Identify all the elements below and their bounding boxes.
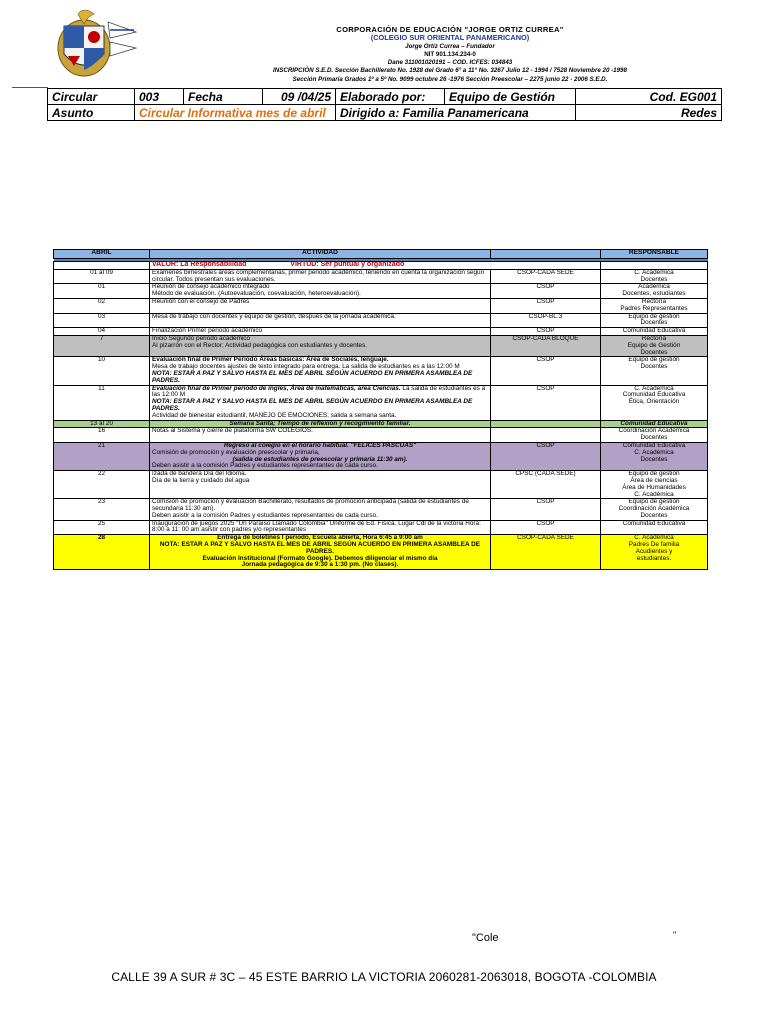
row-date: 25 (54, 520, 150, 535)
org-name: CORPORACIÓN DE EDUCACIÓN "JORGE ORTIZ CURREA" (336, 25, 564, 34)
cole-quote-left: "Cole (472, 932, 499, 944)
row-activity: Reunión con el consejo de Padres (150, 298, 491, 313)
row-date: 13 al 20 (54, 420, 150, 428)
row-responsible: Comunidad Educativa C. Académica Docentes (601, 442, 708, 470)
row-date: 23 (54, 499, 150, 520)
row-responsible: C. Académica Padres De familia Acudientes y estudiantes. (601, 535, 708, 570)
elaborado-label: Elaborado por: (336, 89, 445, 105)
table-row (54, 385, 708, 420)
row-place (491, 428, 601, 443)
circular-label: Circular (48, 89, 135, 105)
table-row (54, 357, 708, 385)
document-code: Cod. EG001 (576, 89, 722, 105)
founder-line: Jorge Ortiz Currea – Fundador (405, 42, 495, 50)
table-row (54, 471, 708, 499)
row-activity: Izada de bandera Día del Idioma. Día de la tierra y cuidado del agua (150, 471, 491, 499)
row-responsible: Equipo de gestión Coordinación Académica Docentes (601, 499, 708, 520)
row-date: 21 (54, 442, 150, 470)
row-responsible: Equipo de gestión Docentes (601, 313, 708, 328)
activities-table (53, 249, 708, 570)
table-row (54, 520, 708, 535)
row-activity: Notas al Sistema y cierre de plataforma SW COLEGIOS. (150, 428, 491, 443)
school-name: (COLEGIO SUR ORIENTAL PANAMERICANO) (370, 33, 530, 43)
inscripcion-line: INSCRIPCIÓN S.E.D. Sección Bachillerato No. 1928 del Grado 6° a 11° No. 3267 Julio 12 - 1994 / 7528 Noviembre 20 -1998 (273, 67, 627, 75)
col-header-abril: ABRIL (54, 250, 150, 259)
row-place (491, 420, 601, 428)
row-place: CSOP (491, 385, 601, 420)
row-date: 01 (54, 284, 150, 299)
row-activity: Mesa de trabajo con docentes y equipo de gestión, después de la jornada académica. (150, 313, 491, 328)
row-responsible: Equipo de gestión Docentes (601, 357, 708, 385)
row-place: CPSC (CADA SEDE) (491, 471, 601, 499)
row-place: CSOP-CADA SEDE (491, 269, 601, 284)
row-place: CSOP-BL.3 (491, 313, 601, 328)
table-row (54, 284, 708, 299)
fecha-value: 09 /04/25 (263, 89, 336, 105)
row-responsible: Comunidad Educativa (601, 520, 708, 535)
cole-quote-right: " (673, 930, 677, 940)
row-date: 7 (54, 335, 150, 356)
row-date: 02 (54, 298, 150, 313)
row-responsible: Académica Docentes, estudiantes (601, 284, 708, 299)
footer-address: CALLE 39 A SUR # 3C – 45 ESTE BARRIO LA VICTORIA 2060281-2063018, BOGOTA -COLOMBIA (111, 970, 657, 984)
table-row (54, 442, 708, 470)
row-date: 28 (54, 535, 150, 570)
row-activity: Comisión de promoción y evaluación Bachillerato, resultados de promoción anticipada (salida de estudiantes de secundaria 11:30 am). Deben asistir a la comisión Padres y estudiantes representantes de cada curso. (150, 499, 491, 520)
row-place: CSOP-CADA SEDE (491, 535, 601, 570)
row-responsible: Equipo de gestión Área de ciencias Área de Humanidades C. Académica (601, 471, 708, 499)
table-header-row (54, 250, 708, 259)
row-date: 04 (54, 328, 150, 336)
row-responsible: Comunidad Educativa (601, 420, 708, 428)
dirigido-value: Dirigido a: Familia Panamericana (336, 105, 576, 121)
row-date: 11 (54, 385, 150, 420)
row-activity: Regreso al colegio en el horario habitual. "FELICES PASCUAS" Comisión de promoción y evaluación preescolar y primaria, (salida de estudiantes de preescolar y primaria 11:30 am). Deben asistir a la comisión Padres y estudiantes representantes de cada curso. (150, 442, 491, 470)
circular-number: 003 (135, 89, 184, 105)
row-date: 10 (54, 357, 150, 385)
table-row (54, 535, 708, 570)
table-row (54, 428, 708, 443)
row-activity: Entrega de boletines I periodo, Escuela abierta, Hora 6:45 a 9:00 am NOTA: ESTAR A PAZ Y SALVO HASTA EL MES DE ABRIL SEGÚN ACUERDO EN PRIMERA ASAMBLEA DE PADRES. Evaluación Institucional (Formato Google). Debemos diligenciar el mismo día Jornada pedagógica de 9:30 a 1:30 pm. (No clases). (150, 535, 491, 570)
row-responsible: C. Académica Comunidad Educativa Ética, Orientación (601, 385, 708, 420)
fecha-label: Fecha (184, 89, 263, 105)
row-activity: Evaluación final de Primer periodo de inglés, Área de matemáticas, área Ciencias. La salida de estudiantes es a las 12:00 M NOTA: ESTAR A PAZ Y SALVO HASTA EL MES DE ABRIL SEGÚN ACUERDO EN PRIMERA ASAMBLEA DE PADRES. Actividad de bienestar estudiantil, MANEJO DE EMOCIONES; salida a semana santa. (150, 385, 491, 420)
seccion-line: Sección Primaria Grados 1º a 5º No. 9099 octubre 26 -1976 Sección Preescolar – 2275 junio 22 - 2006 S.E.D. (292, 75, 608, 83)
school-crest-logo (50, 8, 140, 80)
row-place: CSOP (491, 284, 601, 299)
row-activity: Finalización Primer periodo académico (150, 328, 491, 336)
row-activity: Evaluación final de Primer Periodo Áreas básicas: Área de Sociales, lenguaje. Mesa de trabajo docentes ajustes de texto integrado para entrega. La salida de estudiantes es a las 12:00 M NOTA: ESTAR A PAZ Y SALVO HASTA EL MES DE ABRIL SEGÚN ACUERDO EN PRIMERA ASAMBLEA DE PADRES. (150, 357, 491, 385)
row-responsible: Rectoría Padres Representantes (601, 298, 708, 313)
letterhead (150, 26, 750, 84)
row-date: 22 (54, 471, 150, 499)
asunto-value: Circular Informativa mes de abril (135, 105, 336, 121)
nit-line: NIT 901.134.234-0 (424, 50, 476, 58)
row-place: CSOP (491, 357, 601, 385)
row-responsible: Coordinación Académica Docentes (601, 428, 708, 443)
asunto-label: Asunto (48, 105, 135, 121)
elaborado-value: Equipo de Gestión (445, 89, 576, 105)
table-row (54, 269, 708, 284)
table-row (54, 335, 708, 356)
valor-text: VALOR: La Responsabilidad (152, 261, 247, 268)
row-date: 01 al 09 (54, 269, 150, 284)
row-place: CSOP (491, 499, 601, 520)
row-place: CSOP (491, 298, 601, 313)
row-responsible: Comunidad Educativa (601, 328, 708, 336)
row-place: CSOP (491, 442, 601, 470)
row-activity: Inauguración de juegos 2025 "Un Paraíso Llamado Colombia" Uniforme de Ed. Física. Lugar Cdl de la victoria Hora: 8:00 a 11: 00 am asistir con padres y/o representantes (150, 520, 491, 535)
row-place: CSOP (491, 328, 601, 336)
header-rule (12, 87, 48, 88)
col-header-responsable: RESPONSABLE (601, 250, 708, 259)
table-row (54, 313, 708, 328)
row-activity: Inicio Segundo periodo académico Al pizarrón con el Rector; Actividad pedagógica con estudiantes y docentes. (150, 335, 491, 356)
row-date: 16 (54, 428, 150, 443)
row-responsible: Rectoría Equipo de Gestión Docentes (601, 335, 708, 356)
row-activity: Semana Santa; Tiempo de reflexión y recogimiento familiar. (150, 420, 491, 428)
col-header-actividad: ACTIVIDAD (150, 250, 491, 259)
row-activity: Reunión de consejo académico integrado Método de evaluación. (Autoevaluación, coevaluación, heteroevaluación). (150, 284, 491, 299)
redes-label: Redes (576, 105, 722, 121)
row-place: CSOP (491, 520, 601, 535)
dane-line: Dane 311001020191 – COD. ICFES: 034843 (387, 59, 513, 67)
table-row (54, 499, 708, 520)
row-activity: Exámenes bimestrales áreas complementarias, primer periodo académico, teniendo en cuenta la organización según circular. Todos presentan sus evaluaciones. (150, 269, 491, 284)
virtud-text: VIRTUD: Ser puntual y organizado (290, 261, 405, 268)
table-row (54, 298, 708, 313)
col-header-lugar (491, 250, 601, 259)
row-date: 03 (54, 313, 150, 328)
row-place: CSOP-CADA BLOQUE (491, 335, 601, 356)
row-responsible: C. Académica Docentes (601, 269, 708, 284)
circular-info-table (47, 88, 722, 121)
